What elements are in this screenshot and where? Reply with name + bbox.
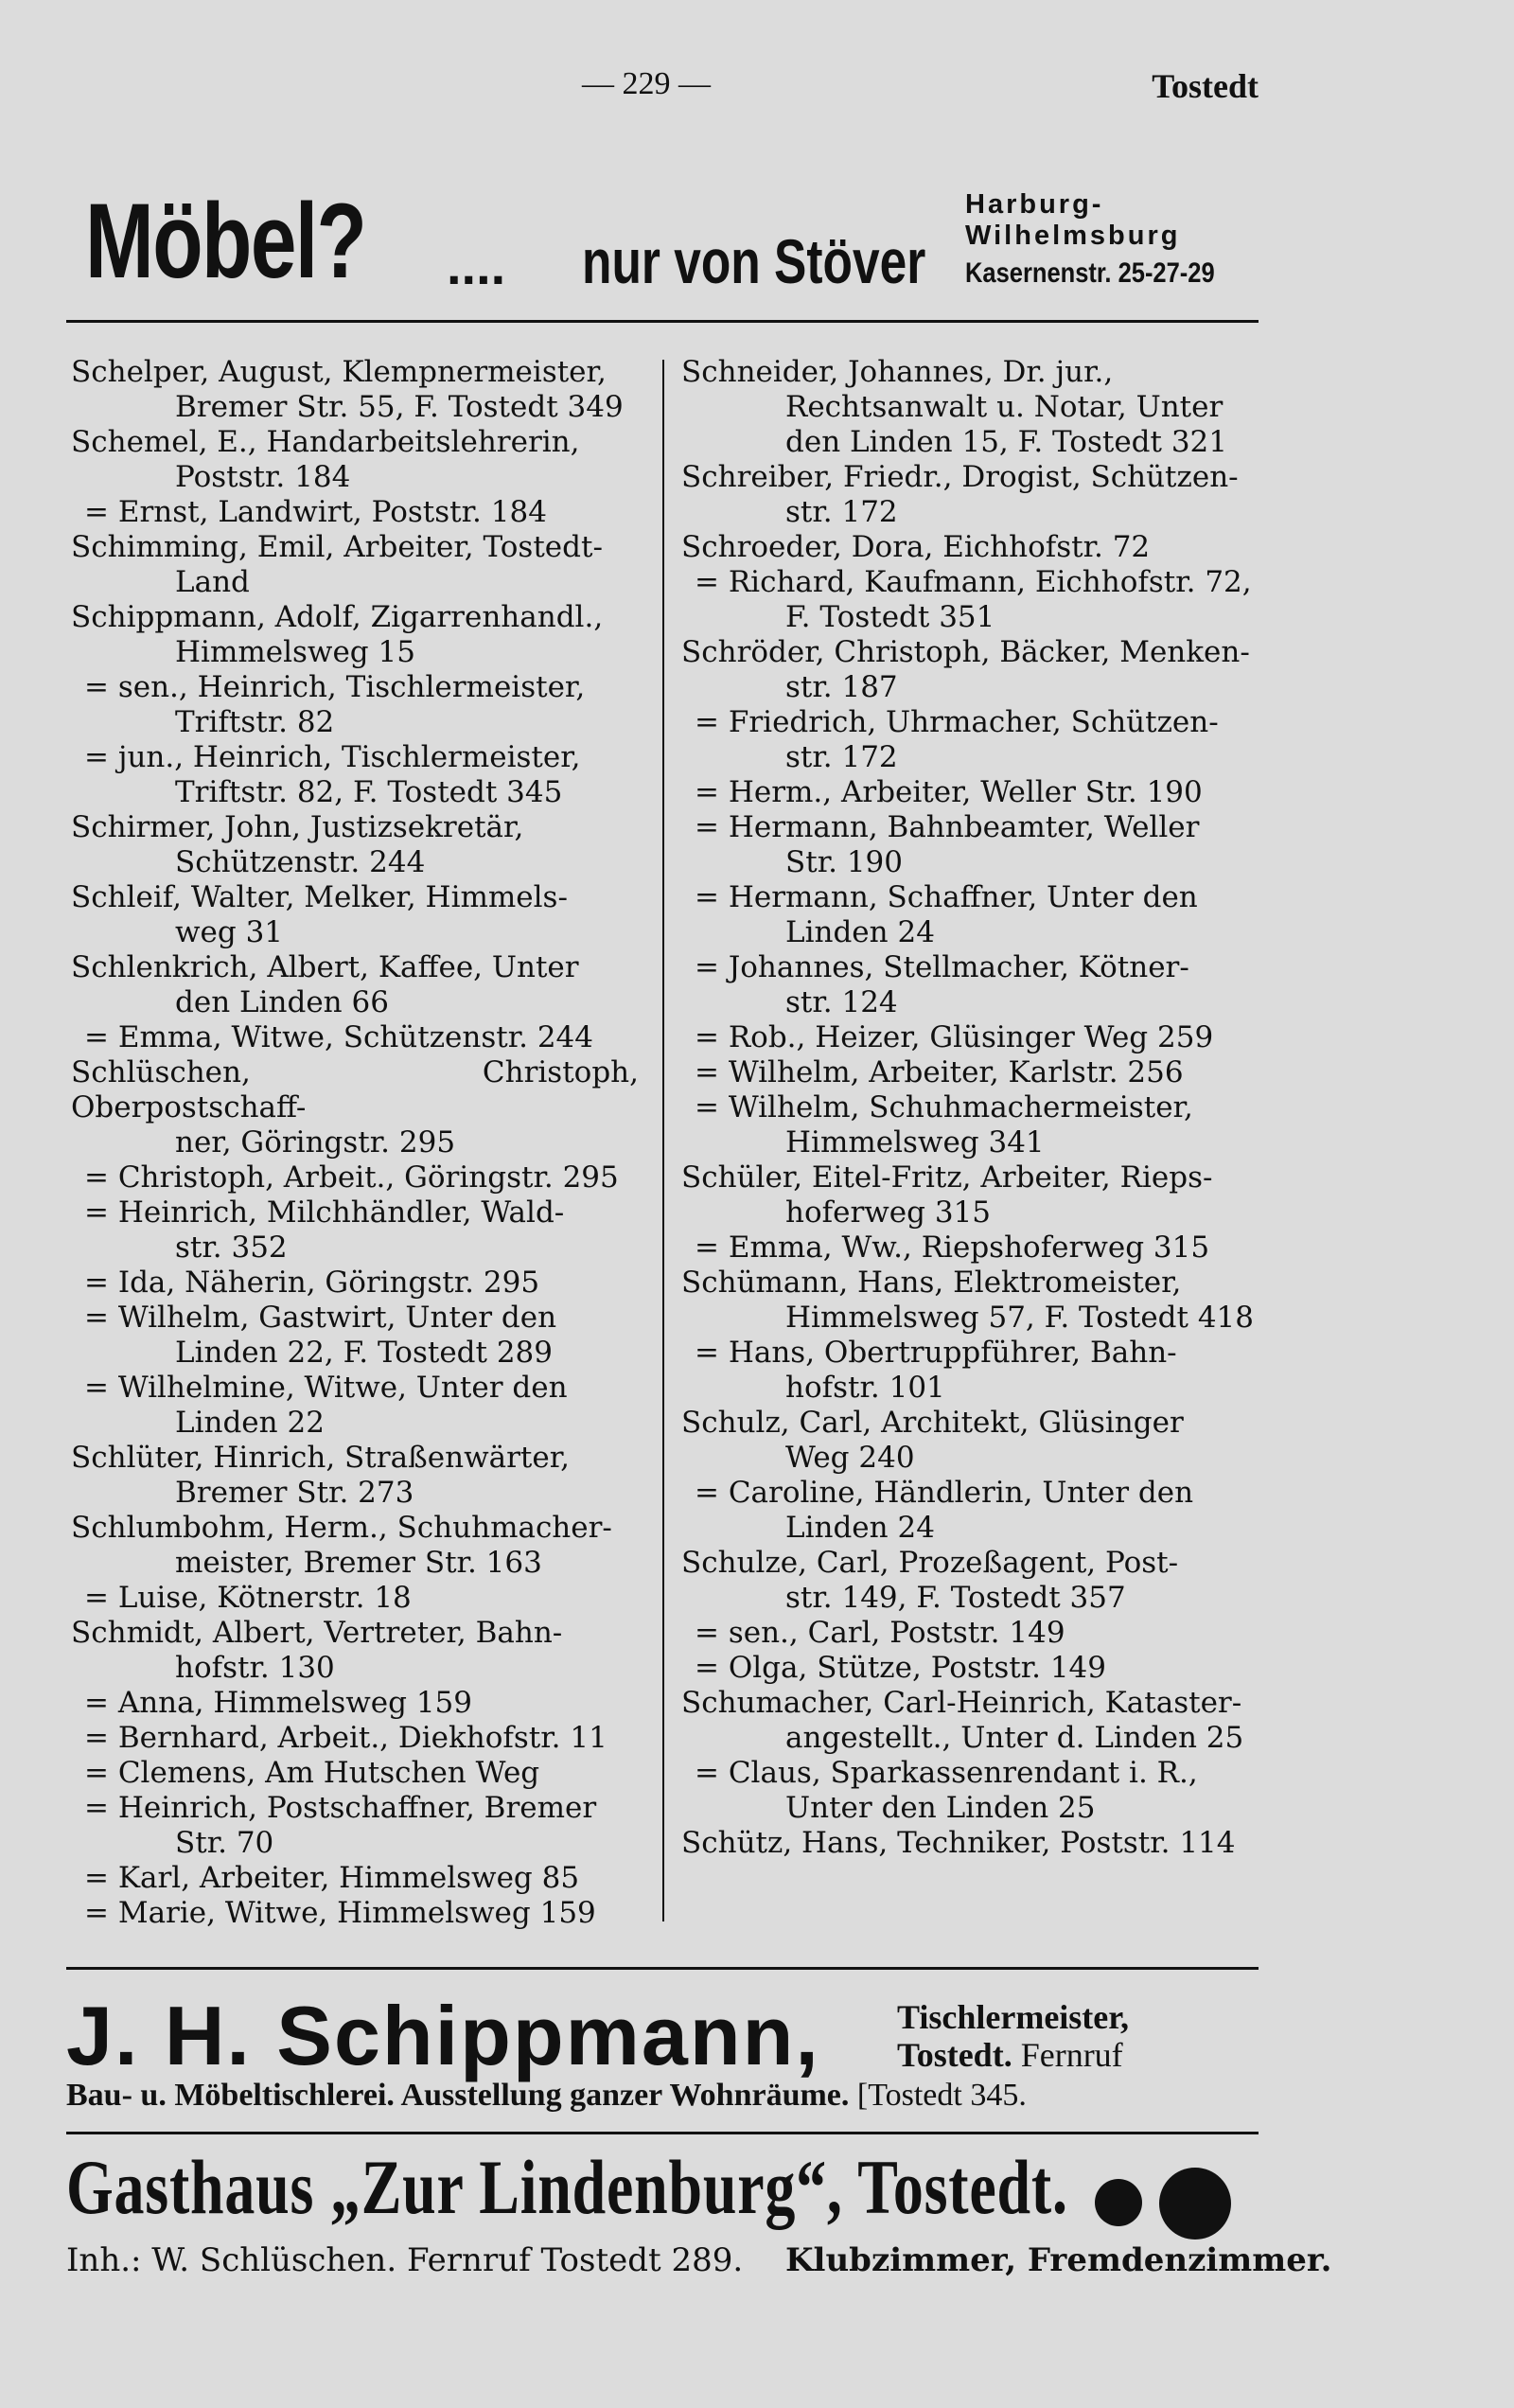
entry-line: Schneider, Johannes, Dr. jur.,	[681, 355, 1114, 389]
entry-continuation: den Linden 66	[175, 985, 389, 1019]
directory-entry	[71, 1896, 639, 1931]
entry-line: Schulz, Carl, Architekt, Glüsinger	[681, 1406, 1184, 1440]
ad-mid-phone-label: Fernruf	[1012, 2036, 1123, 2074]
entry-continuation: Land	[175, 565, 250, 599]
page-header	[66, 66, 1259, 123]
entry-line: = Claus, Sparkassenrendant i. R.,	[695, 1756, 1198, 1790]
ad-mid-phone: [Tostedt 345.	[849, 2078, 1027, 2113]
ad-bot-details	[66, 2241, 1332, 2279]
entry-line: = Anna, Himmelsweg 159	[84, 1686, 472, 1720]
directory-entry	[71, 1301, 639, 1371]
entry-line: = Christoph, Arbeit., Göringstr. 295	[84, 1160, 619, 1195]
ad-bot-rooms: Klubzimmer, Fremdenzimmer.	[785, 2241, 1332, 2279]
entry-continuation: hofstr. 130	[175, 1651, 335, 1685]
directory-entry	[681, 460, 1263, 530]
entry-line: = Emma, Witwe, Schützenstr. 244	[84, 1020, 594, 1054]
entry-continuation: Bremer Str. 55, F. Tostedt 349	[175, 390, 624, 424]
entry-line: Schroeder, Dora, Eichhofstr. 72	[681, 530, 1151, 564]
entry-line: Schelper, August, Klempnermeister,	[71, 355, 607, 389]
directory-entry	[71, 1055, 639, 1160]
entry-line: = Hermann, Bahnbeamter, Weller	[695, 810, 1200, 844]
entry-line: = Clemens, Am Hutschen Weg	[84, 1756, 540, 1790]
entry-line: = Ernst, Landwirt, Poststr. 184	[84, 495, 547, 529]
directory-entry	[71, 425, 639, 495]
entry-continuation: Poststr. 184	[175, 460, 351, 494]
entry-continuation: Schützenstr. 244	[175, 845, 426, 879]
entry-line: Schulze, Carl, Prozeßagent, Post-	[681, 1546, 1179, 1580]
ad-mid-location	[897, 2035, 1123, 2075]
ad-bot-owner: Inh.: W. Schlüschen. Fernruf Tostedt 289.	[66, 2241, 744, 2279]
ad-headline: Möbel?	[85, 182, 366, 300]
ad-mid-town: Tostedt.	[897, 2036, 1012, 2074]
entry-continuation: str. 187	[785, 670, 898, 704]
directory-entry	[71, 1686, 639, 1721]
entry-continuation: Str. 70	[175, 1826, 274, 1860]
directory-entry	[681, 1406, 1263, 1476]
directory-entry	[71, 1721, 639, 1756]
decorative-dot-large	[1159, 2168, 1231, 2240]
directory-entry	[681, 1055, 1263, 1090]
entry-line: = Ida, Näherin, Göringstr. 295	[84, 1266, 540, 1300]
directory-entry	[71, 355, 639, 425]
directory-entry	[71, 1861, 639, 1896]
entry-continuation: str. 352	[175, 1231, 288, 1265]
entry-continuation: Himmelsweg 15	[175, 635, 415, 669]
entry-line: = sen., Heinrich, Tischlermeister,	[84, 670, 586, 704]
directory-entry	[71, 530, 639, 600]
entry-line: = Luise, Kötnerstr. 18	[84, 1581, 412, 1615]
entry-continuation: Himmelsweg 57, F. Tostedt 418	[785, 1301, 1255, 1335]
entry-line: Schippmann, Adolf, Zigarrenhandl.,	[71, 600, 604, 634]
mid-divider	[66, 1967, 1259, 1970]
directory-entry	[71, 740, 639, 810]
directory-entry	[71, 1195, 639, 1266]
decorative-dot-small	[1095, 2179, 1142, 2226]
directory-entry	[71, 1581, 639, 1616]
entry-continuation: Triftstr. 82	[175, 705, 335, 739]
entry-continuation: str. 149, F. Tostedt 357	[785, 1581, 1126, 1615]
directory-entry	[681, 1686, 1263, 1756]
entry-continuation: Himmelsweg 341	[785, 1125, 1045, 1160]
directory-entry	[71, 1511, 639, 1581]
ad-mid-title: Tischlermeister,	[897, 1998, 1129, 2036]
ad-address-line1: Harburg-	[965, 189, 1104, 220]
ad-bot-name: Gasthaus „Zur Lindenburg“, Tostedt.	[66, 2144, 1068, 2230]
entry-line: Schüler, Eitel-Fritz, Arbeiter, Rieps-	[681, 1160, 1213, 1195]
directory-entry	[681, 355, 1263, 460]
directory-entry	[71, 495, 639, 530]
directory-entry	[681, 1090, 1263, 1160]
entry-continuation: Weg 240	[785, 1441, 915, 1475]
directory-entry	[71, 1371, 639, 1441]
directory-entry	[681, 1336, 1263, 1406]
entry-line: Schumacher, Carl-Heinrich, Kataster-	[681, 1686, 1242, 1720]
entry-continuation: Linden 24	[785, 915, 935, 949]
directory-entry	[681, 1616, 1263, 1651]
directory-entry	[71, 1020, 639, 1055]
directory-entry	[71, 1160, 639, 1195]
entry-continuation: str. 172	[785, 495, 898, 529]
entry-line: = Hermann, Schaffner, Unter den	[695, 880, 1198, 914]
entry-continuation: Linden 22, F. Tostedt 289	[175, 1336, 553, 1370]
directory-entry	[71, 1266, 639, 1301]
ad-address	[965, 189, 1268, 290]
entry-line: = Marie, Witwe, Himmelsweg 159	[84, 1896, 596, 1930]
entry-line: = Herm., Arbeiter, Weller Str. 190	[695, 775, 1203, 809]
directory-entry	[71, 1756, 639, 1791]
entry-line: = Friedrich, Uhrmacher, Schützen-	[695, 705, 1219, 739]
directory-entry	[681, 1020, 1263, 1055]
entry-line: = Karl, Arbeiter, Himmelsweg 85	[84, 1861, 580, 1895]
entry-continuation: ner, Göringstr. 295	[175, 1125, 456, 1160]
entry-line: = Hans, Obertruppführer, Bahn-	[695, 1336, 1177, 1370]
entry-line: Schirmer, John, Justizsekretär,	[71, 810, 524, 844]
entry-line: = Richard, Kaufmann, Eichhofstr. 72,	[695, 565, 1252, 599]
directory-entry	[681, 705, 1263, 775]
directory-entry	[71, 600, 639, 670]
entry-continuation: Str. 190	[785, 845, 903, 879]
entry-line: = jun., Heinrich, Tischlermeister,	[84, 740, 581, 774]
directory-entry	[71, 1441, 639, 1511]
directory-entry	[681, 1826, 1263, 1861]
entry-line: Schmidt, Albert, Vertreter, Bahn-	[71, 1616, 563, 1650]
entry-line: = sen., Carl, Poststr. 149	[695, 1616, 1065, 1650]
entry-continuation: weg 31	[175, 915, 284, 949]
directory-entry	[71, 810, 639, 880]
ad-address-line2: Wilhelmsburg	[965, 221, 1181, 251]
entry-line: = Olga, Stütze, Poststr. 149	[695, 1651, 1106, 1685]
directory-entry	[71, 1791, 639, 1861]
entry-line: Schlenkrich, Albert, Kaffee, Unter	[71, 950, 579, 984]
directory-entry	[681, 1476, 1263, 1546]
entry-line: Schröder, Christoph, Bäcker, Menken-	[681, 635, 1250, 669]
entry-line: = Johannes, Stellmacher, Kötner-	[695, 950, 1189, 984]
right-column	[681, 355, 1263, 1861]
entry-continuation: Unter den Linden 25	[785, 1791, 1096, 1825]
entry-line: = Heinrich, Postschaffner, Bremer	[84, 1791, 597, 1825]
entry-continuation: Bremer Str. 273	[175, 1476, 414, 1510]
directory-entry	[681, 1231, 1263, 1266]
advertisement-schippmann	[66, 1988, 1259, 2111]
directory-entry	[681, 1266, 1263, 1336]
ad-dots: ....	[447, 236, 506, 295]
directory-entry	[71, 1616, 639, 1686]
directory-entry	[681, 635, 1263, 705]
directory-entry	[681, 1651, 1263, 1686]
advertisement-stoever	[85, 170, 1259, 312]
ad-subline: nur von Stöver	[582, 226, 926, 296]
running-head: Tostedt	[1152, 67, 1259, 105]
entry-line: Schimming, Emil, Arbeiter, Tostedt-	[71, 530, 603, 564]
entry-line: = Wilhelm, Schuhmachermeister,	[695, 1090, 1193, 1124]
entry-line: = Wilhelm, Arbeiter, Karlstr. 256	[695, 1055, 1184, 1089]
column-divider	[662, 360, 664, 1921]
entry-continuation: angestellt., Unter d. Linden 25	[785, 1721, 1244, 1755]
advertisement-lindenburg	[66, 2144, 1332, 2289]
directory-entry	[681, 950, 1263, 1020]
directory-entry	[681, 1160, 1263, 1231]
entry-continuation: Rechtsanwalt u. Notar, Unter	[785, 390, 1224, 424]
entry-line: = Wilhelmine, Witwe, Unter den	[84, 1371, 568, 1405]
directory-entry	[681, 1756, 1263, 1826]
entry-line: Schlumbohm, Herm., Schuhmacher-	[71, 1511, 612, 1545]
entry-line: = Rob., Heizer, Glüsinger Weg 259	[695, 1020, 1214, 1054]
entry-line: Schlüschen, Christoph, Oberpostschaff-	[71, 1055, 639, 1124]
ad-mid-tagline	[66, 2078, 1027, 2114]
entry-line: = Wilhelm, Gastwirt, Unter den	[84, 1301, 557, 1335]
entry-continuation: hoferweg 315	[785, 1195, 992, 1230]
entry-line: Schemel, E., Handarbeitslehrerin,	[71, 425, 580, 459]
entry-continuation: meister, Bremer Str. 163	[175, 1546, 542, 1580]
entry-line: = Bernhard, Arbeit., Diekhofstr. 11	[84, 1721, 607, 1755]
entry-line: Schreiber, Friedr., Drogist, Schützen-	[681, 460, 1239, 494]
entry-continuation: Triftstr. 82, F. Tostedt 345	[175, 775, 563, 809]
entry-line: Schütz, Hans, Techniker, Poststr. 114	[681, 1826, 1236, 1860]
entry-continuation: str. 172	[785, 740, 898, 774]
entry-line: Schlüter, Hinrich, Straßenwärter,	[71, 1441, 570, 1475]
directory-entry	[681, 1546, 1263, 1616]
top-divider	[66, 320, 1259, 323]
entry-line: = Emma, Ww., Riepshoferweg 315	[695, 1231, 1210, 1265]
entry-continuation: F. Tostedt 351	[785, 600, 995, 634]
directory-entry	[681, 880, 1263, 950]
entry-continuation: den Linden 15, F. Tostedt 321	[785, 425, 1227, 459]
directory-entry	[681, 530, 1263, 565]
entry-line: Schleif, Walter, Melker, Himmels-	[71, 880, 568, 914]
entry-line: = Heinrich, Milchhändler, Wald-	[84, 1195, 565, 1230]
directory-entry	[71, 950, 639, 1020]
entry-line: Schümann, Hans, Elektromeister,	[681, 1266, 1182, 1300]
directory-entry	[681, 565, 1263, 635]
directory-entry	[71, 880, 639, 950]
directory-entry	[71, 670, 639, 740]
entry-continuation: Linden 22	[175, 1406, 325, 1440]
entry-line: = Caroline, Händlerin, Unter den	[695, 1476, 1194, 1510]
bottom-divider	[66, 2132, 1259, 2134]
ad-mid-name: J. H. Schippmann,	[66, 1989, 820, 2082]
directory-entry	[681, 810, 1263, 880]
page-number: — 229 —	[582, 66, 711, 101]
ad-address-line3: Kasernenstr. 25-27-29	[965, 257, 1215, 289]
directory-entry	[681, 775, 1263, 810]
left-column	[71, 355, 639, 1931]
ad-mid-services: Bau- u. Möbeltischlerei. Ausstellung ganzer Wohnräume.	[66, 2078, 850, 2113]
entry-continuation: hofstr. 101	[785, 1371, 945, 1405]
entry-continuation: str. 124	[785, 985, 898, 1019]
entry-continuation: Linden 24	[785, 1511, 935, 1545]
